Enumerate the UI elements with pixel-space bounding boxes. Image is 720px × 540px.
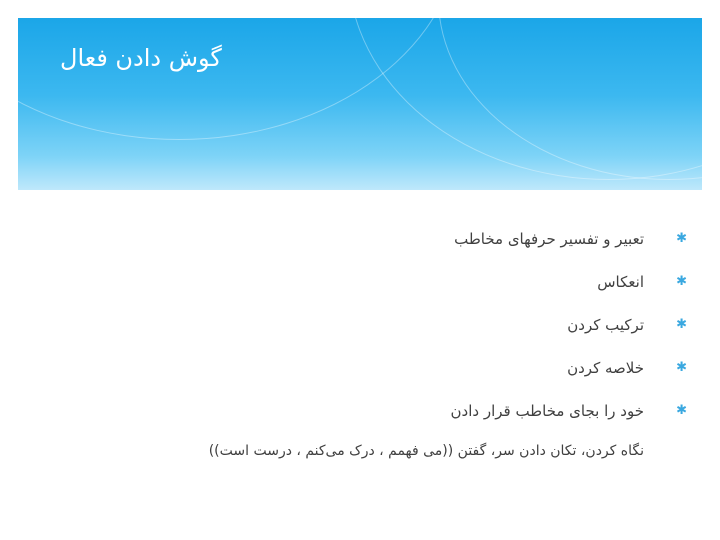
bullet-item — [84, 226, 688, 269]
asterisk-icon: ✱ — [676, 360, 688, 375]
bullet-text: خلاصه کردن — [567, 359, 644, 377]
bullet-item — [84, 269, 688, 312]
bullet-item — [84, 398, 688, 441]
asterisk-icon: ✱ — [676, 403, 688, 418]
bullet-item — [84, 312, 688, 355]
asterisk-icon: ✱ — [676, 317, 688, 332]
bullet-text: انعکاس — [597, 273, 644, 291]
bullet-text: ترکیب کردن — [567, 316, 644, 334]
asterisk-icon: ✱ — [676, 274, 688, 289]
bullet-text: تعبیر و تفسیر حرفهای مخاطب — [454, 230, 644, 248]
bullet-text: خود را بجای مخاطب قرار دادن — [450, 402, 644, 420]
slide-title: گوش دادن فعال — [60, 44, 222, 72]
asterisk-icon: ✱ — [676, 231, 688, 246]
bullet-list — [84, 226, 688, 441]
slide-note: نگاه کردن، تکان دادن سر، گفتن ((می فهمم ، درک می‌کنم ، درست است)) — [208, 443, 644, 459]
bullet-item — [84, 355, 688, 398]
